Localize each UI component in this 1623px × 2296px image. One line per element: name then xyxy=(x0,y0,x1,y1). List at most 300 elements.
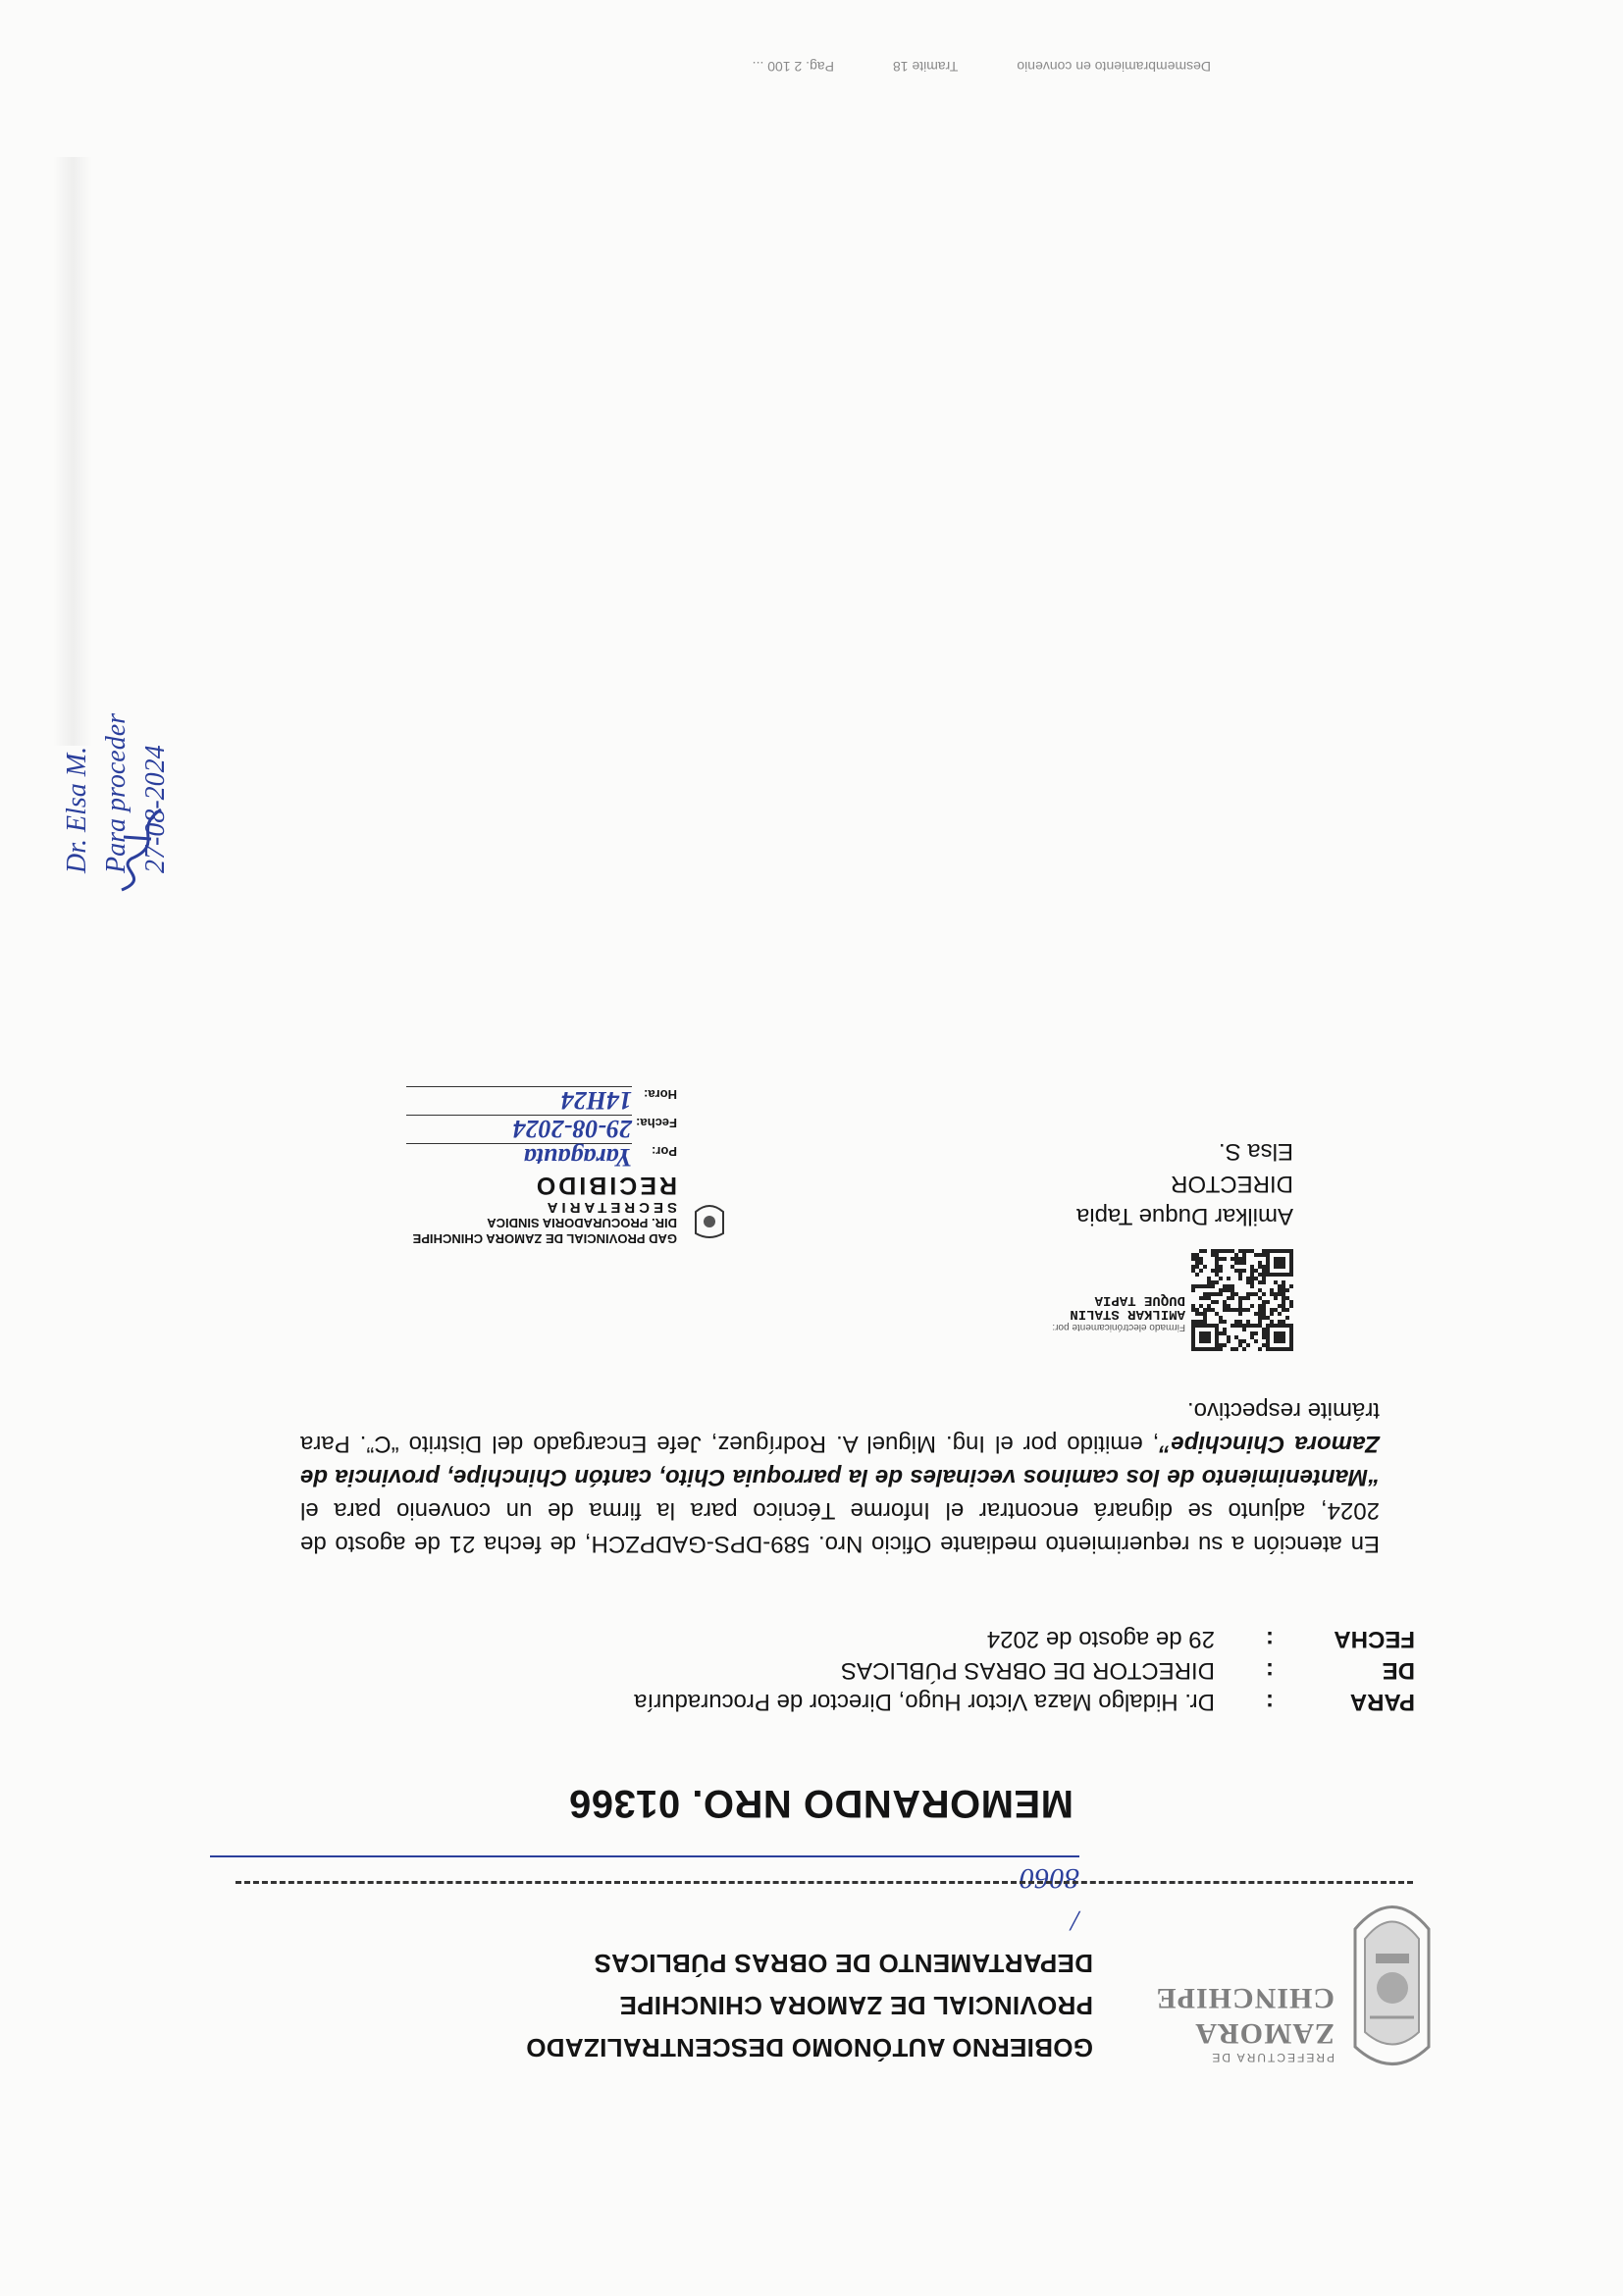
qr-module xyxy=(1262,1273,1266,1277)
qr-module xyxy=(1282,1284,1285,1288)
qr-module xyxy=(1203,1312,1207,1316)
qr-module xyxy=(1195,1308,1199,1312)
qr-module xyxy=(1203,1265,1207,1269)
qr-module xyxy=(1254,1292,1258,1296)
qr-module xyxy=(1203,1320,1207,1324)
qr-module xyxy=(1238,1261,1242,1265)
field-label: PARA xyxy=(1349,1689,1415,1715)
handwritten-line-1: Dr. Elsa M. xyxy=(62,746,92,873)
qr-module xyxy=(1282,1308,1285,1312)
qr-module xyxy=(1262,1269,1266,1273)
scan-smudge xyxy=(53,157,92,746)
qr-module xyxy=(1195,1265,1199,1269)
qr-module xyxy=(1219,1331,1223,1335)
qr-module xyxy=(1238,1257,1242,1261)
qr-module xyxy=(1215,1280,1219,1284)
qr-module xyxy=(1285,1249,1289,1253)
qr-module xyxy=(1282,1300,1285,1304)
qr-module xyxy=(1207,1339,1211,1343)
qr-module xyxy=(1278,1265,1282,1269)
qr-module xyxy=(1285,1324,1289,1328)
stamp-field-value: 14H24 xyxy=(406,1086,632,1111)
qr-module xyxy=(1278,1320,1282,1324)
qr-module xyxy=(1203,1339,1207,1343)
qr-module xyxy=(1191,1308,1195,1312)
signer-title: DIRECTOR xyxy=(1171,1171,1293,1197)
qr-module xyxy=(1285,1288,1289,1292)
qr-module xyxy=(1199,1331,1203,1335)
qr-module xyxy=(1191,1253,1195,1257)
qr-module xyxy=(1246,1277,1250,1280)
qr-module xyxy=(1274,1335,1278,1339)
qr-module xyxy=(1207,1335,1211,1339)
qr-module xyxy=(1199,1257,1203,1261)
qr-module xyxy=(1211,1269,1215,1273)
registry-number: 8060 xyxy=(210,1855,1079,1900)
qr-module xyxy=(1215,1312,1219,1316)
qr-module xyxy=(1242,1339,1246,1343)
qr-module xyxy=(1282,1280,1285,1284)
qr-module xyxy=(1258,1304,1262,1308)
qr-module xyxy=(1274,1347,1278,1351)
qr-module xyxy=(1262,1280,1266,1284)
qr-module xyxy=(1199,1269,1203,1273)
qr-module xyxy=(1199,1261,1203,1265)
qr-module xyxy=(1250,1324,1254,1328)
qr-module xyxy=(1238,1300,1242,1304)
qr-module xyxy=(1223,1284,1227,1288)
qr-module xyxy=(1278,1284,1282,1288)
qr-module xyxy=(1215,1292,1219,1296)
qr-module xyxy=(1234,1253,1238,1257)
qr-module xyxy=(1242,1296,1246,1300)
qr-module xyxy=(1191,1347,1195,1351)
qr-module xyxy=(1246,1292,1250,1296)
qr-module xyxy=(1215,1257,1219,1261)
qr-module xyxy=(1199,1304,1203,1308)
qr-module xyxy=(1246,1249,1250,1253)
qr-module xyxy=(1207,1304,1211,1308)
qr-module xyxy=(1258,1347,1262,1351)
qr-module xyxy=(1207,1324,1211,1328)
qr-module xyxy=(1254,1277,1258,1280)
qr-module xyxy=(1266,1324,1270,1328)
qr-module xyxy=(1207,1331,1211,1335)
qr-module xyxy=(1211,1292,1215,1296)
qr-module xyxy=(1195,1324,1199,1328)
qr-module xyxy=(1230,1257,1234,1261)
qr-module xyxy=(1207,1296,1211,1300)
qr-module xyxy=(1274,1308,1278,1312)
faded-bleed-through-text xyxy=(131,59,1211,75)
logo-prefecture: PREFECTURA DE xyxy=(1210,2051,1335,2064)
qr-module xyxy=(1211,1347,1215,1351)
qr-module xyxy=(1199,1335,1203,1339)
qr-module xyxy=(1234,1269,1238,1273)
qr-module xyxy=(1242,1308,1246,1312)
qr-module xyxy=(1223,1308,1227,1312)
qr-module xyxy=(1270,1308,1274,1312)
qr-module xyxy=(1207,1292,1211,1296)
qr-module xyxy=(1274,1339,1278,1343)
field-value: 29 de agosto de 2024 xyxy=(986,1626,1215,1652)
qr-module xyxy=(1258,1296,1262,1300)
qr-module xyxy=(1238,1324,1242,1328)
qr-module xyxy=(1262,1300,1266,1304)
prefecture-logo xyxy=(1155,1870,1439,2076)
qr-module xyxy=(1254,1312,1258,1316)
qr-module xyxy=(1191,1339,1195,1343)
qr-module xyxy=(1238,1339,1242,1343)
qr-module xyxy=(1278,1257,1282,1261)
qr-module xyxy=(1246,1343,1250,1347)
qr-module xyxy=(1266,1343,1270,1347)
qr-module xyxy=(1215,1253,1219,1257)
qr-module xyxy=(1219,1249,1223,1253)
qr-module xyxy=(1278,1288,1282,1292)
qr-module xyxy=(1199,1312,1203,1316)
qr-module xyxy=(1266,1339,1270,1343)
qr-module xyxy=(1250,1292,1254,1296)
qr-module xyxy=(1282,1292,1285,1296)
qr-module xyxy=(1227,1335,1230,1339)
qr-module xyxy=(1274,1292,1278,1296)
qr-module xyxy=(1238,1312,1242,1316)
qr-module xyxy=(1234,1261,1238,1265)
qr-module xyxy=(1215,1324,1219,1328)
qr-module xyxy=(1191,1335,1195,1339)
qr-module xyxy=(1199,1324,1203,1328)
qr-module xyxy=(1254,1324,1258,1328)
qr-module xyxy=(1211,1253,1215,1257)
qr-module xyxy=(1274,1296,1278,1300)
qr-module xyxy=(1207,1280,1211,1284)
qr-module xyxy=(1266,1347,1270,1351)
qr-module xyxy=(1223,1328,1227,1331)
qr-module xyxy=(1289,1347,1293,1351)
qr-module xyxy=(1262,1304,1266,1308)
qr-module xyxy=(1262,1292,1266,1296)
qr-module xyxy=(1274,1265,1278,1269)
qr-module xyxy=(1223,1288,1227,1292)
qr-module xyxy=(1250,1304,1254,1308)
qr-module xyxy=(1285,1296,1289,1300)
logo-text xyxy=(1155,1980,1335,2064)
qr-module xyxy=(1195,1347,1199,1351)
qr-module xyxy=(1211,1308,1215,1312)
qr-module xyxy=(1278,1249,1282,1253)
stamp-line-3: SECRETARIA xyxy=(543,1199,677,1216)
signer-name: Amilkar Duque Tapia xyxy=(1075,1203,1293,1229)
qr-module xyxy=(1278,1331,1282,1335)
qr-module xyxy=(1270,1347,1274,1351)
qr-module xyxy=(1219,1277,1223,1280)
qr-module xyxy=(1250,1277,1254,1280)
qr-module xyxy=(1238,1296,1242,1300)
typist-initials: Elsa S. xyxy=(1218,1138,1293,1165)
qr-module xyxy=(1215,1331,1219,1335)
qr-module xyxy=(1270,1288,1274,1292)
qr-module xyxy=(1258,1324,1262,1328)
qr-module xyxy=(1266,1253,1270,1257)
org-line-1: GOBIERNO AUTÓNOMO DESCENTRALIZADO xyxy=(525,2033,1093,2062)
qr-module xyxy=(1238,1343,1242,1347)
registry-number-handwritten: / 8060 xyxy=(210,1855,1079,1942)
qr-module xyxy=(1230,1265,1234,1269)
qr-module xyxy=(1219,1347,1223,1351)
qr-module xyxy=(1238,1308,1242,1312)
qr-module xyxy=(1282,1324,1285,1328)
qr-module xyxy=(1246,1324,1250,1328)
artifact-item: Desmembramiento en convenio xyxy=(1017,59,1211,75)
qr-module xyxy=(1227,1249,1230,1253)
qr-module xyxy=(1250,1335,1254,1339)
qr-module xyxy=(1211,1249,1215,1253)
qr-module xyxy=(1270,1320,1274,1324)
qr-module xyxy=(1195,1273,1199,1277)
qr-module xyxy=(1199,1320,1203,1324)
qr-module xyxy=(1215,1269,1219,1273)
qr-module xyxy=(1266,1273,1270,1277)
field-label: DE xyxy=(1382,1657,1415,1684)
organization-header xyxy=(210,1855,1093,2068)
signature-name-line-2: DUQUE TAPIA xyxy=(1094,1292,1185,1308)
qr-module xyxy=(1211,1284,1215,1288)
qr-module xyxy=(1223,1343,1227,1347)
qr-module xyxy=(1223,1331,1227,1335)
qr-module xyxy=(1203,1316,1207,1320)
qr-module xyxy=(1215,1273,1219,1277)
qr-module xyxy=(1262,1277,1266,1280)
qr-module xyxy=(1266,1331,1270,1335)
qr-module xyxy=(1282,1331,1285,1335)
qr-module xyxy=(1258,1312,1262,1316)
qr-module xyxy=(1270,1312,1274,1316)
qr-module xyxy=(1282,1296,1285,1300)
qr-module xyxy=(1230,1284,1234,1288)
qr-module xyxy=(1246,1308,1250,1312)
stamp-line-2: DIR. PROCURADORIA SINDICA xyxy=(487,1216,677,1230)
qr-module xyxy=(1223,1320,1227,1324)
qr-module xyxy=(1289,1335,1293,1339)
qr-module xyxy=(1258,1316,1262,1320)
qr-module xyxy=(1282,1249,1285,1253)
qr-module xyxy=(1215,1343,1219,1347)
qr-module xyxy=(1278,1273,1282,1277)
qr-module xyxy=(1250,1265,1254,1269)
qr-module xyxy=(1223,1257,1227,1261)
qr-module xyxy=(1250,1331,1254,1335)
qr-module xyxy=(1219,1269,1223,1273)
qr-module xyxy=(1203,1292,1207,1296)
qr-module xyxy=(1289,1343,1293,1347)
qr-module xyxy=(1215,1339,1219,1343)
qr-module xyxy=(1215,1249,1219,1253)
qr-module xyxy=(1203,1308,1207,1312)
logo-line-2: CHINCHIPE xyxy=(1155,1982,1335,2014)
stamp-field-fecha xyxy=(402,1115,677,1143)
qr-module xyxy=(1195,1284,1199,1288)
field-value: DIRECTOR DE OBRAS PÚBLICAS xyxy=(841,1657,1215,1684)
stamp-line-4: RECIBIDO xyxy=(533,1172,677,1199)
qr-module xyxy=(1289,1324,1293,1328)
qr-module xyxy=(1191,1288,1195,1292)
qr-module xyxy=(1207,1347,1211,1351)
qr-module xyxy=(1234,1324,1238,1328)
qr-module xyxy=(1238,1249,1242,1253)
qr-module xyxy=(1254,1253,1258,1257)
qr-module xyxy=(1195,1312,1199,1316)
qr-module xyxy=(1274,1331,1278,1335)
qr-module xyxy=(1203,1347,1207,1351)
field-colon: : xyxy=(1266,1689,1274,1715)
signer-block xyxy=(1076,1135,1293,1232)
qr-module xyxy=(1289,1265,1293,1269)
memo-body xyxy=(300,1393,1380,1560)
qr-module xyxy=(1230,1288,1234,1292)
qr-module xyxy=(1258,1280,1262,1284)
qr-module xyxy=(1191,1320,1195,1324)
qr-module xyxy=(1215,1347,1219,1351)
qr-module xyxy=(1195,1320,1199,1324)
stamp-field-label: Fecha: xyxy=(636,1116,677,1130)
signature-name xyxy=(1070,1293,1185,1321)
qr-module xyxy=(1199,1339,1203,1343)
qr-module xyxy=(1289,1304,1293,1308)
qr-module xyxy=(1258,1320,1262,1324)
qr-module xyxy=(1262,1328,1266,1331)
qr-module xyxy=(1191,1343,1195,1347)
qr-module xyxy=(1242,1269,1246,1273)
qr-module xyxy=(1246,1296,1250,1300)
qr-module xyxy=(1270,1249,1274,1253)
qr-module xyxy=(1223,1304,1227,1308)
qr-module xyxy=(1258,1261,1262,1265)
qr-module xyxy=(1274,1324,1278,1328)
qr-module xyxy=(1258,1253,1262,1257)
qr-module xyxy=(1270,1292,1274,1296)
qr-module xyxy=(1266,1328,1270,1331)
qr-module xyxy=(1289,1300,1293,1304)
qr-module xyxy=(1199,1249,1203,1253)
qr-module xyxy=(1203,1284,1207,1288)
qr-module xyxy=(1250,1269,1254,1273)
signature-caption: Firmado electrónicamente por: xyxy=(1052,1322,1185,1332)
qr-module xyxy=(1215,1300,1219,1304)
qr-module xyxy=(1203,1335,1207,1339)
qr-module xyxy=(1274,1273,1278,1277)
qr-code-icon xyxy=(1191,1249,1293,1351)
field-value: Dr. Hidalgo Maza Victor Hugo, Director de Procuraduría xyxy=(634,1689,1215,1715)
qr-module xyxy=(1254,1331,1258,1335)
qr-module xyxy=(1242,1253,1246,1257)
qr-module xyxy=(1195,1253,1199,1257)
qr-module xyxy=(1278,1335,1282,1339)
qr-module xyxy=(1219,1265,1223,1269)
qr-module xyxy=(1219,1316,1223,1320)
qr-module xyxy=(1250,1249,1254,1253)
qr-module xyxy=(1227,1288,1230,1292)
qr-module xyxy=(1195,1261,1199,1265)
qr-module xyxy=(1234,1292,1238,1296)
qr-module xyxy=(1250,1280,1254,1284)
qr-module xyxy=(1262,1265,1266,1269)
qr-module xyxy=(1227,1304,1230,1308)
qr-module xyxy=(1282,1273,1285,1277)
qr-module xyxy=(1191,1265,1195,1269)
logo-line-1: ZAMORA xyxy=(1194,2017,1335,2050)
qr-module xyxy=(1227,1284,1230,1288)
qr-module xyxy=(1238,1269,1242,1273)
qr-module xyxy=(1270,1324,1274,1328)
qr-module xyxy=(1242,1324,1246,1328)
qr-module xyxy=(1207,1308,1211,1312)
qr-module xyxy=(1203,1249,1207,1253)
field-row xyxy=(332,1654,1415,1686)
qr-module xyxy=(1282,1347,1285,1351)
qr-module xyxy=(1285,1308,1289,1312)
qr-module xyxy=(1282,1335,1285,1339)
qr-module xyxy=(1278,1304,1282,1308)
qr-module xyxy=(1215,1328,1219,1331)
qr-module xyxy=(1242,1261,1246,1265)
qr-module xyxy=(1289,1253,1293,1257)
qr-module xyxy=(1278,1347,1282,1351)
field-row xyxy=(332,1686,1415,1717)
qr-module xyxy=(1278,1312,1282,1316)
qr-module xyxy=(1215,1335,1219,1339)
qr-module xyxy=(1223,1300,1227,1304)
qr-module xyxy=(1191,1269,1195,1273)
org-line-3: DEPARTAMENTO DE OBRAS PÚBLICAS xyxy=(594,1949,1093,1978)
qr-module xyxy=(1203,1331,1207,1335)
qr-module xyxy=(1266,1300,1270,1304)
field-colon: : xyxy=(1266,1657,1274,1684)
qr-module xyxy=(1203,1296,1207,1300)
qr-module xyxy=(1289,1257,1293,1261)
qr-module xyxy=(1199,1347,1203,1351)
qr-module xyxy=(1242,1249,1246,1253)
qr-module xyxy=(1199,1284,1203,1288)
qr-module xyxy=(1246,1280,1250,1284)
qr-module xyxy=(1282,1339,1285,1343)
qr-module xyxy=(1289,1269,1293,1273)
qr-module xyxy=(1282,1261,1285,1265)
qr-module xyxy=(1227,1308,1230,1312)
qr-module xyxy=(1266,1249,1270,1253)
qr-module xyxy=(1262,1335,1266,1339)
qr-module xyxy=(1238,1320,1242,1324)
qr-module xyxy=(1274,1261,1278,1265)
qr-module xyxy=(1262,1312,1266,1316)
body-part-1: En atención a su requerimiento mediante Oficio Nro. 589-DPS-GADPZCH, de fecha 21 de agosto de 2024, adjunto se dignará encontrar el Informe Técnico para la firma de un convenio para el xyxy=(300,1497,1380,1557)
qr-module xyxy=(1266,1269,1270,1273)
qr-module xyxy=(1282,1265,1285,1269)
artifact-item: Tramite 18 xyxy=(892,59,959,75)
received-stamp xyxy=(402,1086,726,1246)
qr-module xyxy=(1262,1253,1266,1257)
qr-module xyxy=(1211,1324,1215,1328)
qr-module xyxy=(1289,1261,1293,1265)
qr-module xyxy=(1258,1273,1262,1277)
qr-module xyxy=(1219,1292,1223,1296)
qr-module xyxy=(1242,1347,1246,1351)
qr-module xyxy=(1289,1273,1293,1277)
qr-module xyxy=(1278,1261,1282,1265)
handwritten-line-2: Para proceder xyxy=(101,712,131,873)
qr-module xyxy=(1258,1265,1262,1269)
qr-module xyxy=(1258,1288,1262,1292)
